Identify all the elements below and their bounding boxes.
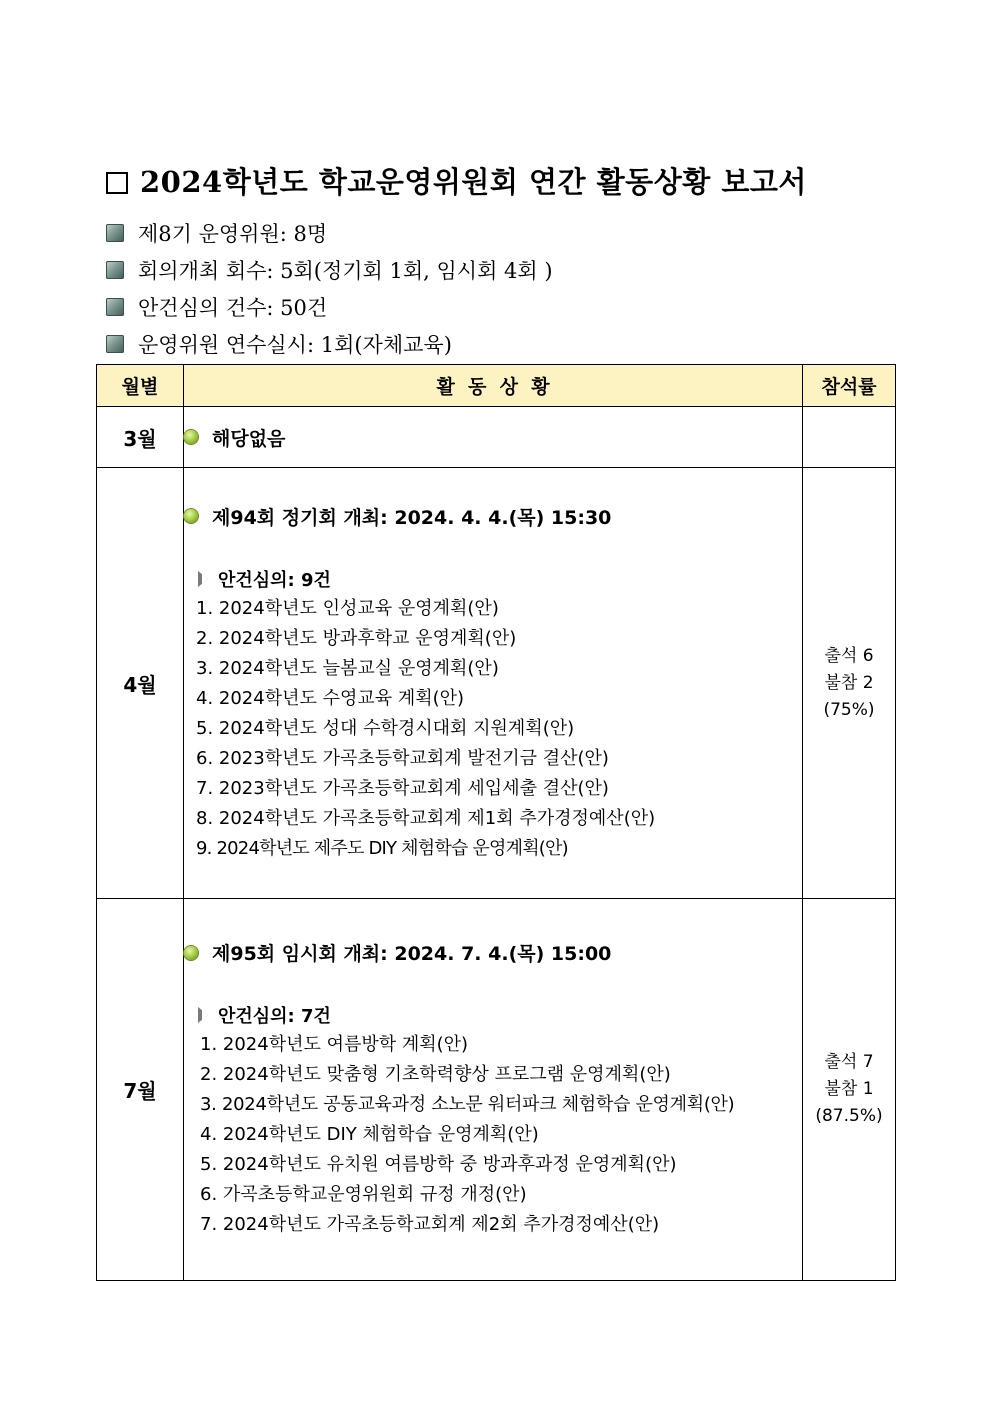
month-cell: 3월 xyxy=(97,407,184,468)
summary-item: 운영위원 연수실시: 1회(자체교육) xyxy=(106,325,553,362)
list-item: 1. 2024학년도 인성교육 운영계획(안) xyxy=(196,597,499,619)
agenda-heading: 안건심의: 9건 xyxy=(184,566,802,592)
rate-present: 출석 7 xyxy=(824,1052,874,1072)
header-month: 월별 xyxy=(97,365,184,407)
square-bullet-icon xyxy=(106,298,124,316)
arrow-bullet-icon xyxy=(198,1007,208,1023)
list-item: 4. 2024학년도 수영교육 계획(안) xyxy=(196,687,465,709)
rate-absent: 불참 1 xyxy=(824,1079,874,1099)
rate-cell xyxy=(803,468,896,899)
rate-present: 출석 6 xyxy=(824,645,874,666)
page-title: 2024학년도 학교운영위원회 연간 활동상황 보고서 xyxy=(106,160,807,201)
list-item: 2. 2024학년도 방과후학교 운영계획(안) xyxy=(196,627,517,649)
activity-cell xyxy=(184,468,803,899)
list-item: 4. 2024학년도 DIY 체험학습 운영계획(안) xyxy=(200,1124,539,1145)
table-header-row xyxy=(97,365,896,407)
list-item: 7. 2024학년도 가곡초등학교회계 제2회 추가경정예산(안) xyxy=(200,1214,660,1235)
summary-list xyxy=(106,214,553,362)
checkbox-square-icon xyxy=(106,172,128,194)
list-item: 3. 2024학년도 공동교육과정 소노문 워터파크 체험학습 운영계획(안) xyxy=(200,1094,735,1115)
rate-percent: (87.5%) xyxy=(815,1106,883,1126)
table-row xyxy=(97,468,896,899)
list-item: 7. 2023학년도 가곡초등학교회계 세입세출 결산(안) xyxy=(196,777,609,799)
agenda-list xyxy=(184,594,802,864)
agenda-heading: 안건심의: 7건 xyxy=(184,1002,802,1028)
list-item: 3. 2024학년도 늘봄교실 운영계획(안) xyxy=(196,657,499,679)
list-item: 6. 가곡초등학교운영위원회 규정 개정(안) xyxy=(200,1184,527,1205)
header-rate: 참석률 xyxy=(803,365,896,407)
rate-cell xyxy=(803,407,896,468)
list-item: 6. 2023학년도 가곡초등학교회계 발전기금 결산(안) xyxy=(196,747,609,769)
activity-table xyxy=(96,364,896,1281)
list-item: 2. 2024학년도 맞춤형 기초학력향상 프로그램 운영계획(안) xyxy=(200,1064,671,1085)
header-activity: 활 동 상 황 xyxy=(184,365,803,407)
green-bullet-icon xyxy=(184,509,198,523)
green-bullet-icon xyxy=(184,430,198,444)
meeting-line: 제95회 임시회 개최: 2024. 7. 4.(목) 15:00 xyxy=(184,939,802,966)
rate-cell xyxy=(803,899,896,1281)
list-item: 1. 2024학년도 여름방학 계획(안) xyxy=(200,1034,469,1055)
agenda-list xyxy=(184,1030,802,1240)
summary-item: 회의개최 회수: 5회(정기회 1회, 임시회 4회 ) xyxy=(106,251,553,288)
list-item: 5. 2024학년도 성대 수학경시대회 지원계획(안) xyxy=(196,717,575,739)
arrow-bullet-icon xyxy=(198,571,208,587)
list-item: 9. 2024학년도 제주도 DIY 체험학습 운영계획(안) xyxy=(196,837,568,859)
square-bullet-icon xyxy=(106,335,124,353)
month-cell: 4월 xyxy=(97,468,184,899)
square-bullet-icon xyxy=(106,224,124,242)
rate-percent: (75%) xyxy=(823,699,875,720)
summary-item: 제8기 운영위원: 8명 xyxy=(106,214,553,251)
list-item: 8. 2024학년도 가곡초등학교회계 제1회 추가경정예산(안) xyxy=(196,807,656,829)
square-bullet-icon xyxy=(106,261,124,279)
list-item: 5. 2024학년도 유치원 여름방학 중 방과후과정 운영계획(안) xyxy=(200,1154,677,1175)
activity-cell xyxy=(184,899,803,1281)
table-row xyxy=(97,899,896,1281)
table-row xyxy=(97,407,896,468)
activity-cell xyxy=(184,407,803,468)
meeting-line: 제94회 정기회 개최: 2024. 4. 4.(목) 15:30 xyxy=(184,503,802,530)
rate-absent: 불참 2 xyxy=(824,672,874,693)
meeting-line: 해당없음 xyxy=(184,424,802,451)
month-cell: 7월 xyxy=(97,899,184,1281)
summary-item: 안건심의 건수: 50건 xyxy=(106,288,553,325)
green-bullet-icon xyxy=(184,946,198,960)
